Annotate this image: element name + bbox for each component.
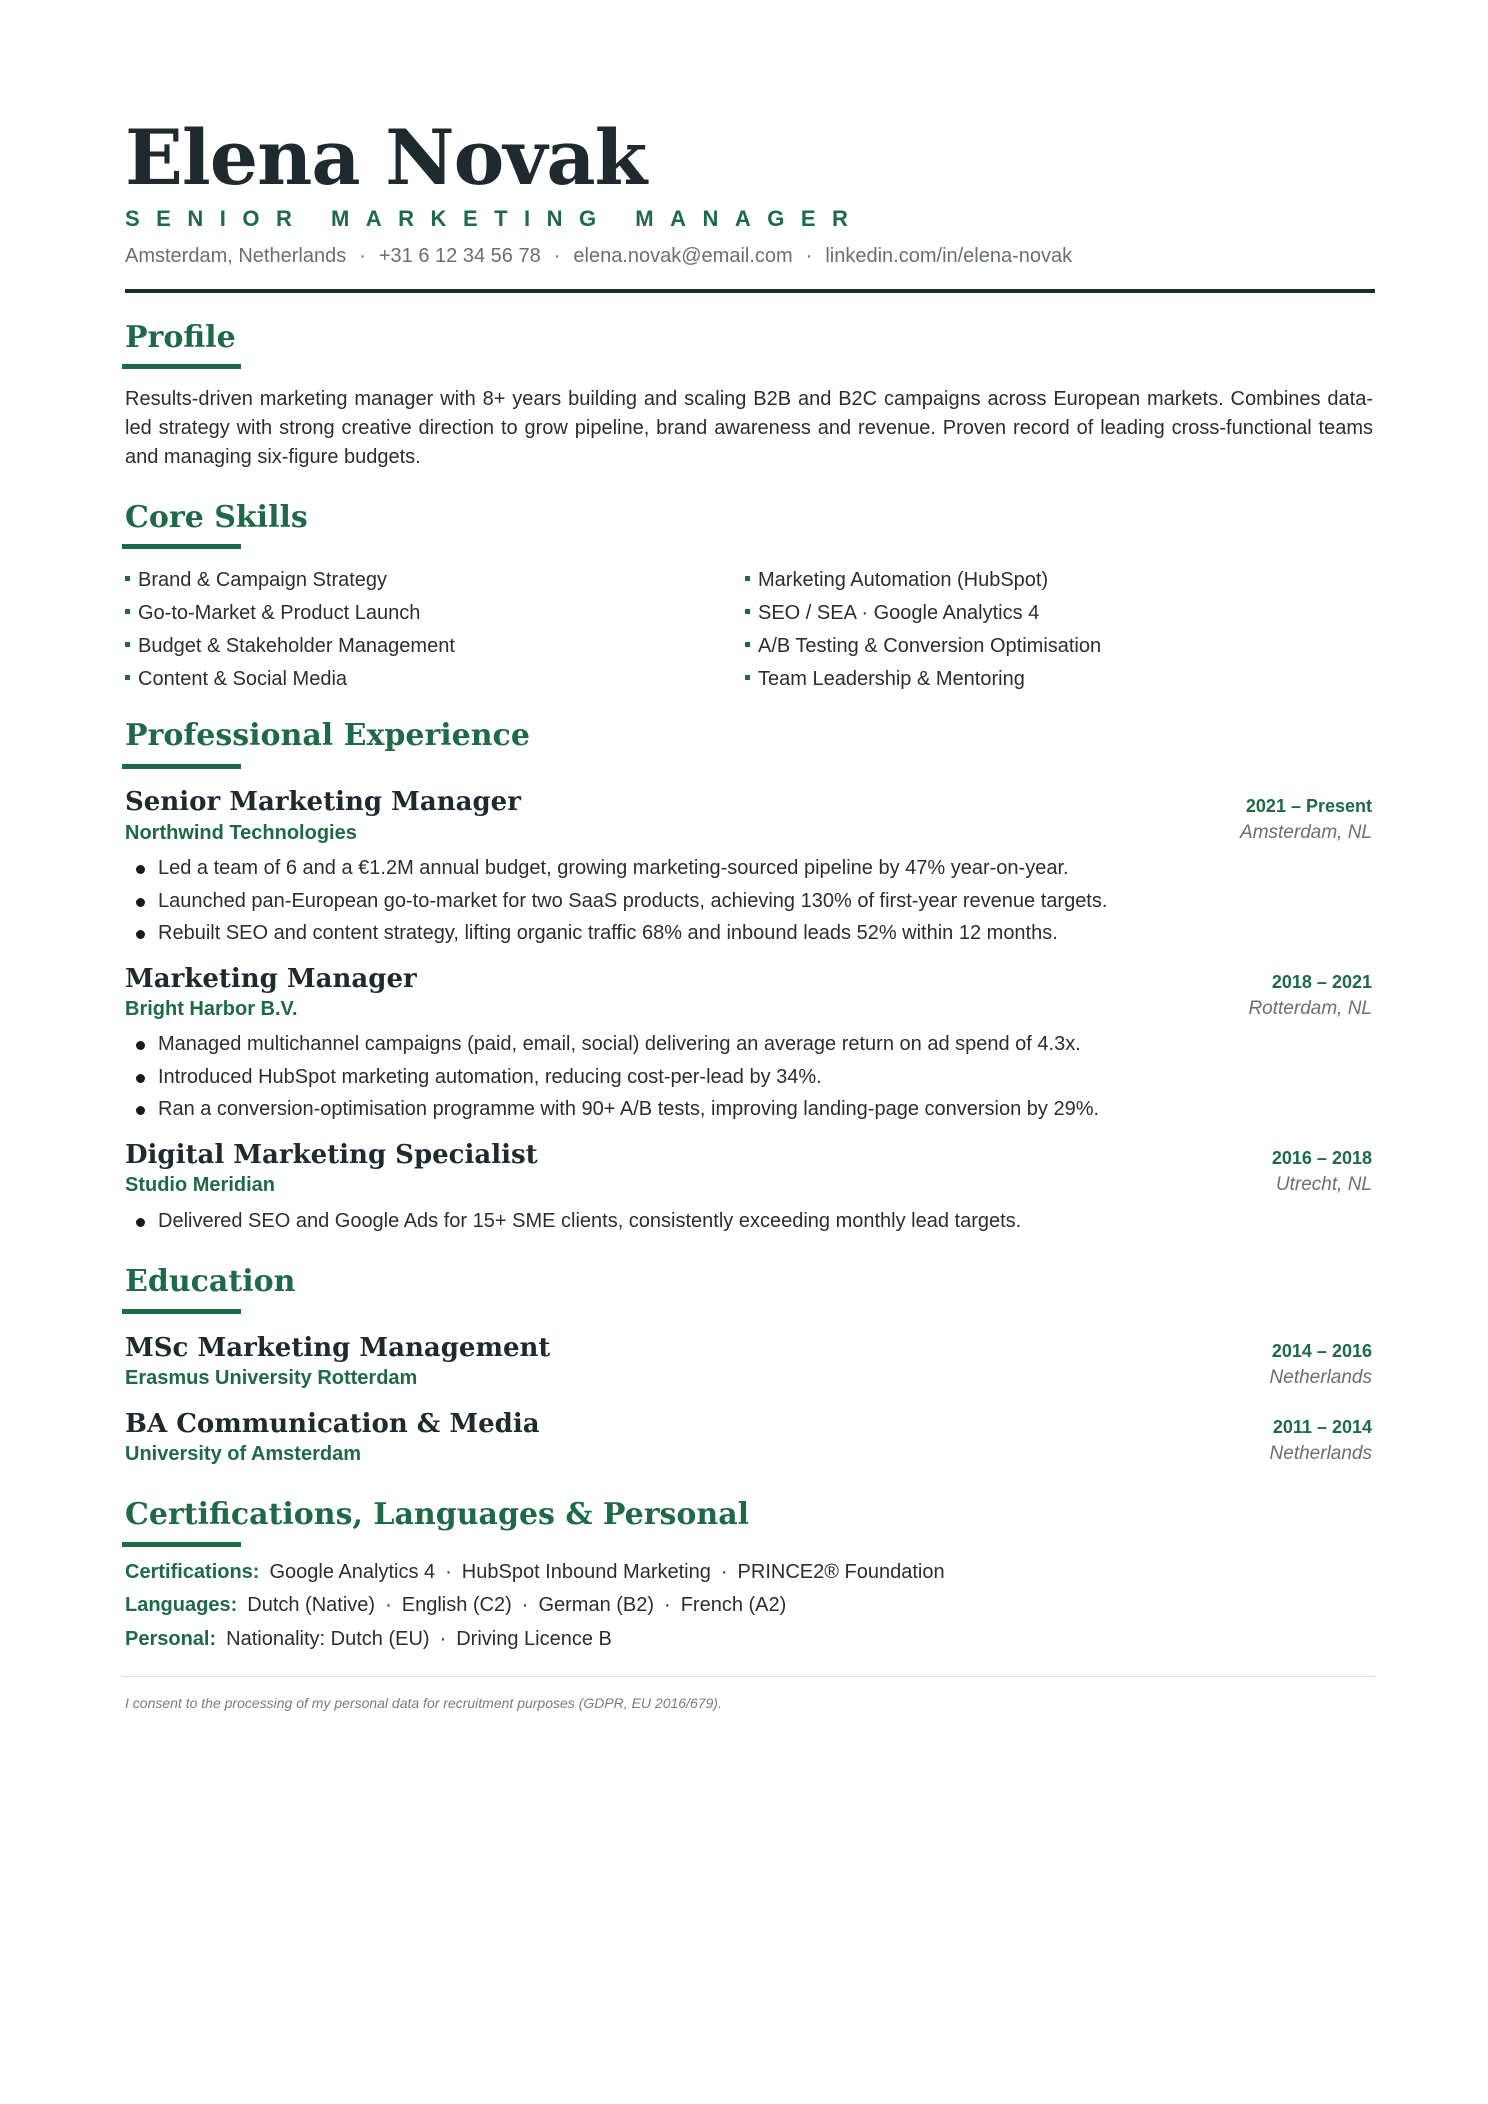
footer-divider xyxy=(122,1676,1375,1677)
square-bullet-icon xyxy=(745,642,750,647)
candidate-role: SENIOR MARKETING MANAGER xyxy=(125,206,865,231)
personal-line: Personal: Nationality: Dutch (EU) · Driving Licence B xyxy=(125,1628,612,1650)
header-divider xyxy=(125,289,1375,293)
job-dates: 2016 – 2018 xyxy=(1271,1148,1372,1168)
separator: · xyxy=(664,1594,671,1616)
separator: · xyxy=(439,1628,447,1650)
list-item: Delivered SEO and Google Ads for 15+ SME clients, consistently exceeding monthly lead targets. xyxy=(125,1205,1365,1238)
section-underline xyxy=(122,364,241,369)
separator: · xyxy=(521,1594,529,1616)
list-item: Managed multichannel campaigns (paid, email, social) delivering an average return on ad spend of 4.3x. xyxy=(125,1028,1365,1061)
list-item: Introduced HubSpot marketing automation, reducing cost-per-lead by 34%. xyxy=(125,1061,1365,1094)
square-bullet-icon xyxy=(125,642,130,647)
list-item: Led a team of 6 and a €1.2M annual budget, growing marketing-sourced pipeline by 47% year-on-year. xyxy=(125,852,1365,885)
section-title-profile: Profile xyxy=(125,320,236,355)
gdpr-consent: I consent to the processing of my personal data for recruitment purposes (GDPR, EU 2016/679). xyxy=(125,1695,722,1711)
square-bullet-icon xyxy=(125,675,130,680)
separator: · xyxy=(385,1594,392,1616)
separator: · xyxy=(445,1561,452,1583)
certifications-label: Certifications: xyxy=(125,1561,260,1583)
job-dates: 2018 – 2021 xyxy=(1271,972,1372,992)
section-title-extras: Certifications, Languages & Personal xyxy=(125,1497,750,1532)
list-item: Ran a conversion-optimisation programme with 90+ A/B tests, improving landing-page conversion by 29%. xyxy=(125,1093,1365,1126)
personal-label: Personal: xyxy=(125,1628,217,1650)
section-title-skills: Core Skills xyxy=(125,500,308,535)
school-name: Erasmus University Rotterdam xyxy=(125,1367,418,1389)
job-location: Rotterdam, NL xyxy=(1248,998,1372,1019)
profile-text: Results-driven marketing manager with 8+ years building and scaling B2B and B2C campaigns across European markets. Combines data-led strategy with strong creative direction to grow pipeline, brand awareness and revenue. Proven record of leading cross-functional teams and managing six-figure budgets. xyxy=(125,388,1373,468)
contact-separator: · xyxy=(805,245,813,267)
list-item: Launched pan-European go-to-market for two SaaS products, achieving 130% of first-year revenue targets. xyxy=(125,885,1365,918)
contact-separator: · xyxy=(553,245,561,267)
job-company: Northwind Technologies xyxy=(125,822,357,844)
skill-item: Brand & Campaign Strategy xyxy=(125,564,685,597)
square-bullet-icon xyxy=(745,576,750,581)
certifications-line: Certifications: Google Analytics 4 · HubSpot Inbound Marketing · PRINCE2® Foundation xyxy=(125,1561,945,1583)
section-title-experience: Professional Experience xyxy=(125,718,530,753)
job-bullets xyxy=(125,852,1365,950)
separator: · xyxy=(720,1561,728,1583)
job-title: Senior Marketing Manager xyxy=(125,787,521,817)
job-dates: 2021 – Present xyxy=(1245,796,1372,816)
job-company: Bright Harbor B.V. xyxy=(125,998,298,1020)
job-title: Digital Marketing Specialist xyxy=(125,1140,538,1170)
education-location: Netherlands xyxy=(1269,1443,1372,1464)
contact-location: Amsterdam, Netherlands xyxy=(125,245,347,267)
school-name: University of Amsterdam xyxy=(125,1443,361,1465)
candidate-name: Elena Novak xyxy=(125,113,647,202)
square-bullet-icon xyxy=(745,609,750,614)
languages-line: Languages: Dutch (Native) · English (C2) · German (B2) · French (A2) xyxy=(125,1594,787,1616)
degree-title: MSc Marketing Management xyxy=(125,1333,551,1363)
contact-phone: +31 6 12 34 56 78 xyxy=(378,245,541,267)
education-dates: 2011 – 2014 xyxy=(1272,1417,1372,1437)
skill-item: Team Leadership & Mentoring xyxy=(745,663,1305,696)
skill-item: Content & Social Media xyxy=(125,663,685,696)
job-bullets xyxy=(125,1205,1365,1238)
contact-line xyxy=(125,243,1072,269)
skills-right-column xyxy=(745,564,1305,696)
degree-title: BA Communication & Media xyxy=(125,1409,540,1439)
skill-item: A/B Testing & Conversion Optimisation xyxy=(745,630,1305,663)
section-underline xyxy=(122,544,241,549)
skill-item: Budget & Stakeholder Management xyxy=(125,630,685,663)
job-location: Amsterdam, NL xyxy=(1240,822,1372,843)
education-dates: 2014 – 2016 xyxy=(1271,1341,1372,1361)
skills-left-column xyxy=(125,564,685,696)
list-item: Rebuilt SEO and content strategy, lifting organic traffic 68% and inbound leads 52% within 12 months. xyxy=(125,917,1365,950)
section-title-education: Education xyxy=(125,1264,296,1299)
square-bullet-icon xyxy=(125,576,130,581)
education-location: Netherlands xyxy=(1269,1367,1372,1388)
skill-item: SEO / SEA · Google Analytics 4 xyxy=(745,597,1305,630)
job-title: Marketing Manager xyxy=(125,964,417,994)
job-company: Studio Meridian xyxy=(125,1174,275,1196)
job-bullets xyxy=(125,1028,1365,1126)
job-location: Utrecht, NL xyxy=(1275,1174,1372,1195)
square-bullet-icon xyxy=(745,675,750,680)
section-underline xyxy=(122,764,241,769)
square-bullet-icon xyxy=(125,609,130,614)
skill-item: Go-to-Market & Product Launch xyxy=(125,597,685,630)
section-underline xyxy=(122,1542,241,1547)
section-underline xyxy=(122,1309,241,1314)
contact-separator: · xyxy=(359,245,366,267)
contact-linkedin: linkedin.com/in/elena-novak xyxy=(825,245,1073,267)
contact-email: elena.novak@email.com xyxy=(573,245,793,267)
skill-item: Marketing Automation (HubSpot) xyxy=(745,564,1305,597)
languages-label: Languages: xyxy=(125,1594,238,1616)
